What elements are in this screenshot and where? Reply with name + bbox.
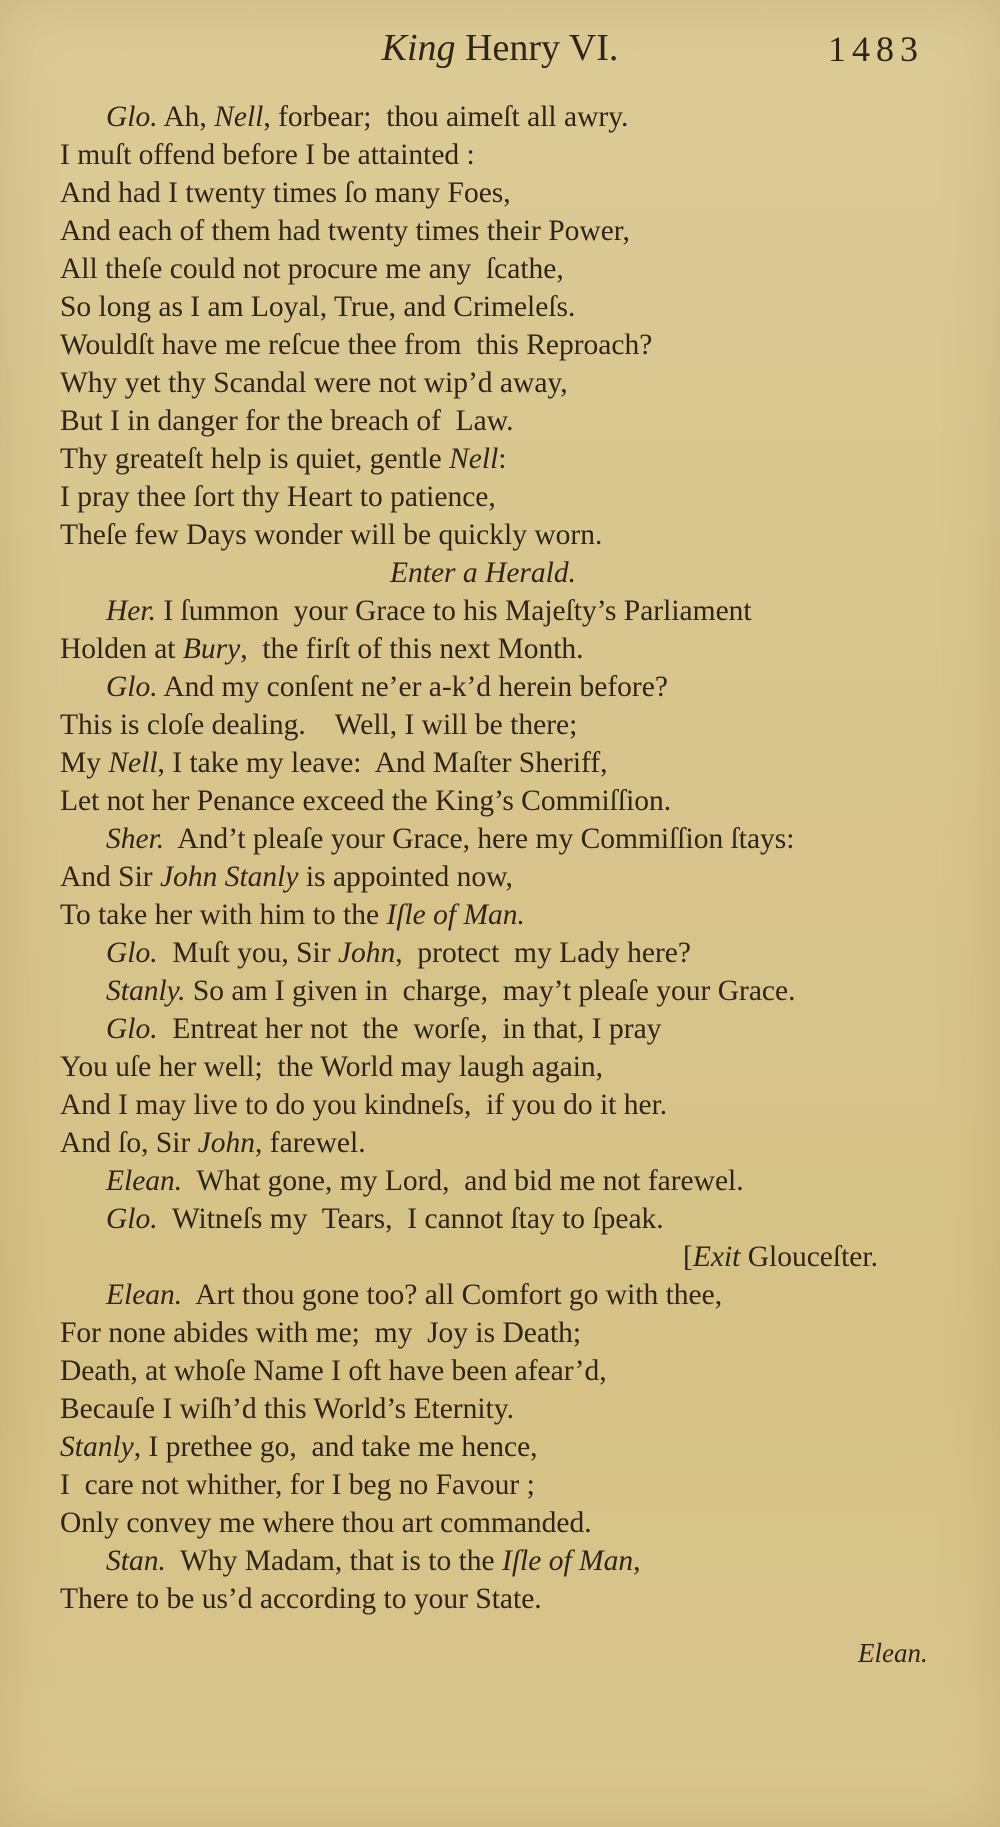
speech-line	[60, 1276, 960, 1314]
verse-line	[60, 1466, 960, 1504]
text: I care not whither, for I beg no Favour ;	[60, 1469, 535, 1501]
text: And each of them had twenty times their Power,	[60, 215, 630, 247]
catchword: Elean.	[858, 1638, 928, 1668]
italic-text: Stanly	[60, 1431, 134, 1463]
text: is appointed now,	[298, 861, 513, 893]
verse-line	[60, 1428, 960, 1466]
verse-line	[60, 1504, 960, 1542]
verse-line	[60, 782, 960, 820]
verse-line	[60, 744, 960, 782]
italic-text: Her.	[106, 595, 156, 627]
verse-line	[60, 1086, 960, 1124]
speech-line	[60, 98, 960, 136]
text: , I prethee go, and take me hence,	[133, 1431, 538, 1463]
italic-text: Glo.	[106, 937, 158, 969]
verse-line	[60, 364, 960, 402]
italic-text: Stanly.	[106, 975, 186, 1007]
italic-text: Exit	[692, 1241, 741, 1273]
text: Art thou gone too? all Comfort go with thee,	[182, 1279, 723, 1311]
speech-line	[60, 668, 960, 706]
text: ,	[633, 1545, 641, 1577]
verse-line	[60, 858, 960, 896]
text: Only convey me where thou art commanded.	[60, 1507, 592, 1539]
text: , farewel.	[255, 1127, 366, 1159]
italic-text: Bury	[182, 633, 241, 665]
italic-text: Enter a Herald.	[390, 557, 576, 589]
verse-line	[60, 1580, 960, 1618]
text: Entreat her not the worſe, in that, I pray	[157, 1013, 662, 1045]
text: Wouldſt have me reſcue thee from this Reproach?	[60, 329, 653, 361]
text: Let not her Penance exceed the King’s Commiſſion.	[60, 785, 672, 817]
text: You uſe her well; the World may laugh again,	[60, 1051, 604, 1083]
text: I pray thee ſort thy Heart to patience,	[60, 481, 496, 513]
verse-line	[60, 630, 960, 668]
text: And had I twenty times ſo many Foes,	[60, 177, 511, 209]
text: And’t pleaſe your Grace, here my Commiſſion ſtays:	[164, 823, 795, 855]
speech-line	[60, 1542, 960, 1580]
text: And Sir	[60, 861, 160, 893]
italic-text: Glo.	[106, 671, 158, 703]
text: This is cloſe dealing. Well, I will be there;	[60, 709, 578, 741]
speech-line	[60, 820, 960, 858]
verse-line	[60, 706, 960, 744]
italic-text: Glo.	[106, 1013, 158, 1045]
verse-line	[60, 1352, 960, 1390]
verse-line	[60, 288, 960, 326]
text: And I may live to do you kindneſs, if you do it her.	[60, 1089, 668, 1121]
verse-line	[60, 174, 960, 212]
text: Ah,	[157, 101, 215, 133]
text: :	[498, 443, 507, 475]
verse-line	[60, 136, 960, 174]
verse-line	[60, 1048, 960, 1086]
italic-text: Iſle of Man.	[386, 899, 525, 931]
text: , I take my leave: And Maſter Sheriff,	[157, 747, 608, 779]
text: Theſe few Days wonder will be quickly worn.	[60, 519, 603, 551]
speech-line	[60, 972, 960, 1010]
text: And ſo, Sir	[60, 1127, 198, 1159]
verse-line	[60, 1390, 960, 1428]
verse-line	[60, 516, 960, 554]
text: I muſt offend before I be attainted :	[60, 139, 475, 171]
italic-text: Elean.	[106, 1279, 183, 1311]
verse-line	[60, 1314, 960, 1352]
speech-line	[60, 592, 960, 630]
running-title-italic: King	[381, 27, 456, 69]
italic-text: Glo.	[106, 1203, 158, 1235]
text: Becauſe I wiſh’d this World’s Eternity.	[60, 1393, 514, 1425]
speech-line	[60, 1200, 960, 1238]
text: To take her with him to the	[60, 899, 387, 931]
stage-direction	[60, 554, 960, 592]
text: Death, at whoſe Name I oft have been afear’d,	[60, 1355, 607, 1387]
italic-text: Elean.	[106, 1165, 183, 1197]
text: But I in danger for the breach of Law.	[60, 405, 514, 437]
text: All theſe could not procure me any ſcathe,	[60, 253, 564, 285]
text: Holden at	[60, 633, 183, 665]
text: , protect my Lady here?	[395, 937, 691, 969]
italic-text: John	[337, 937, 396, 969]
exit-direction	[60, 1238, 960, 1276]
running-title-roman: Henry VI.	[455, 27, 619, 69]
text: Glouceſter.	[740, 1241, 878, 1273]
italic-text: Nell	[214, 101, 264, 133]
italic-text: Nell	[449, 443, 499, 475]
italic-text: Iſle of Man	[502, 1545, 634, 1577]
text: Why yet thy Scandal were not wip’d away,	[60, 367, 568, 399]
text: And my conſent ne’er a‑k’d herein before?	[157, 671, 668, 703]
verse-line	[60, 478, 960, 516]
page-number: 1483	[828, 29, 924, 69]
speech-line	[60, 1010, 960, 1048]
verse-line	[60, 896, 960, 934]
italic-text: Sher.	[106, 823, 165, 855]
text: I ſummon your Grace to his Majeſty’s Parliament	[155, 595, 752, 627]
text: Why Madam, that is to the	[165, 1545, 503, 1577]
italic-text: John Stanly	[159, 861, 299, 893]
text: For none abides with me; my Joy is Death;	[60, 1317, 582, 1349]
verse-line	[60, 326, 960, 364]
speech-line	[60, 1162, 960, 1200]
text: , the firſt of this next Month.	[240, 633, 584, 665]
verse-line	[60, 402, 960, 440]
verse-line	[60, 440, 960, 478]
text: There to be us’d according to your State.	[60, 1583, 542, 1615]
verse-line	[60, 1124, 960, 1162]
verse-line	[60, 250, 960, 288]
text: Witneſs my Tears, I cannot ſtay to ſpeak.	[157, 1203, 664, 1235]
text: Muſt you, Sir	[157, 937, 338, 969]
italic-text: John	[197, 1127, 256, 1159]
text: What gone, my Lord, and bid me not farewel.	[182, 1165, 744, 1197]
text: So am I given in charge, may’t pleaſe your Grace.	[185, 975, 796, 1007]
text: My	[60, 747, 109, 779]
verse-line	[60, 212, 960, 250]
italic-text: Stan.	[106, 1545, 166, 1577]
text: [	[683, 1241, 693, 1273]
text: , forbear; thou aimeſt all awry.	[263, 101, 629, 133]
text: Thy greateſt help is quiet, gentle	[60, 443, 450, 475]
text: So long as I am Loyal, True, and Crimeleſs.	[60, 291, 576, 323]
italic-text: Nell	[108, 747, 158, 779]
italic-text: Glo.	[106, 101, 158, 133]
play-text	[60, 98, 960, 1618]
speech-line	[60, 934, 960, 972]
